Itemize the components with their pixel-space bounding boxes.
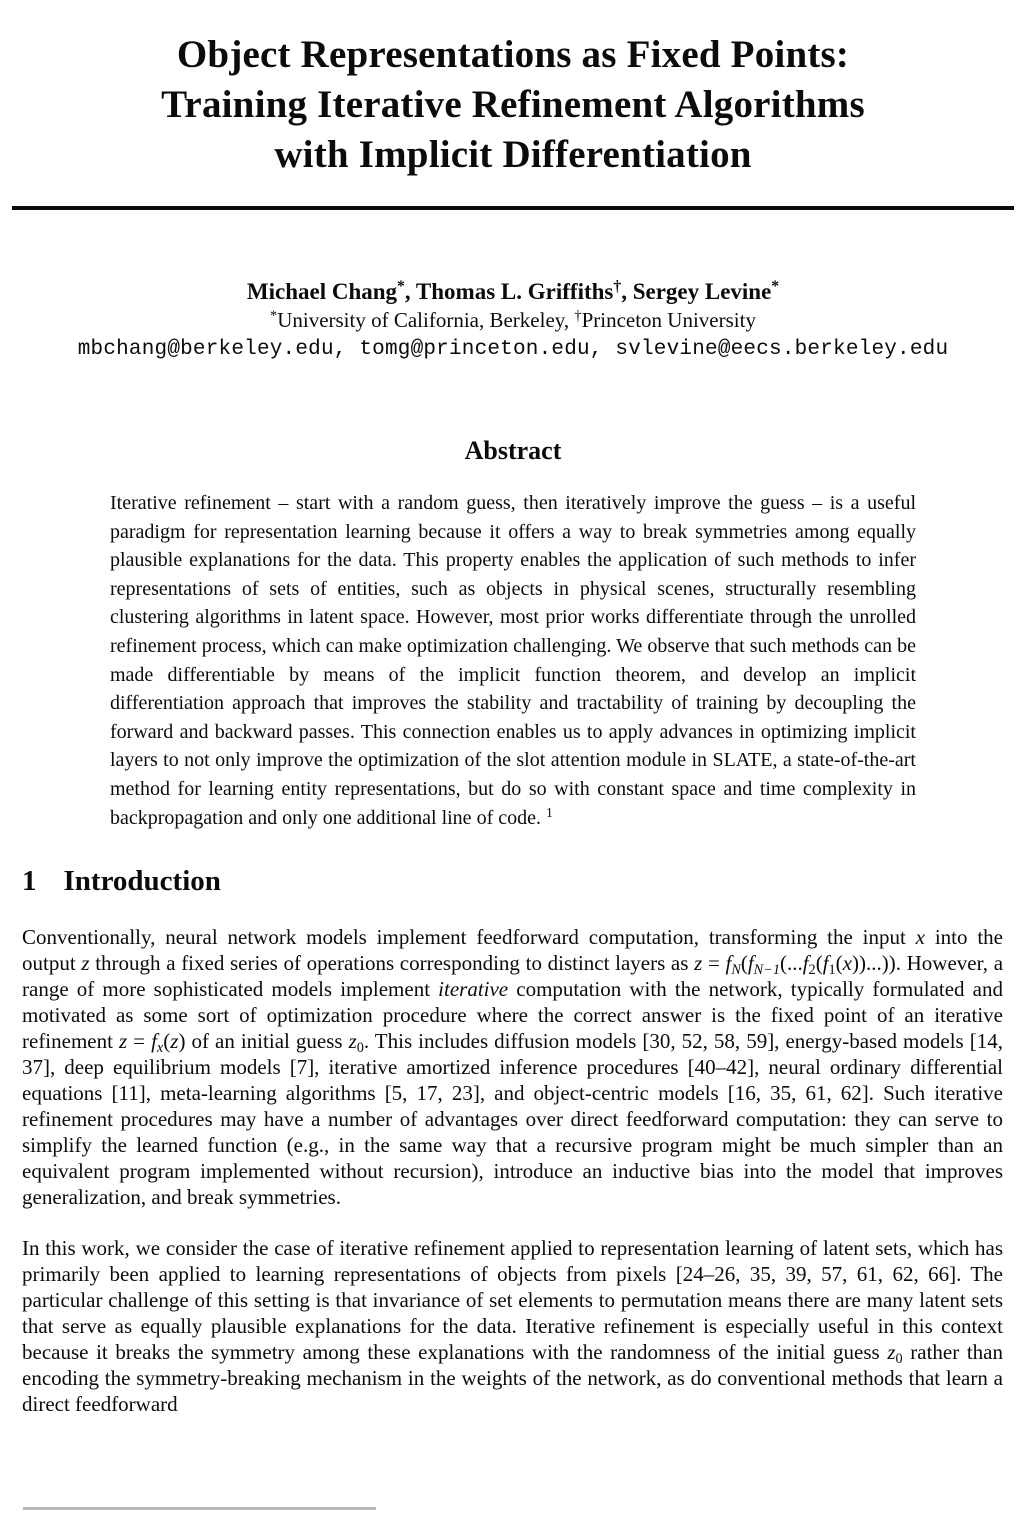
authors-line: Michael Chang*, Thomas L. Griffiths†, Sergey Levine* xyxy=(246,278,780,304)
abstract-section xyxy=(0,435,1026,832)
section-title: Introduction xyxy=(63,865,221,898)
paper-title xyxy=(0,0,1026,180)
introduction-section xyxy=(0,864,1026,1417)
abstract-text: Iterative refinement – start with a random guess, then iteratively improve the guess – is a useful paradigm for representation learning because it offers a way to break symmetries among equally plausible explanations for the data. This property enables the application of such methods to infer representations of sets of entities, such as objects in physical scenes, structurally resembling clustering algorithms in latent space. However, most prior works differentiate through the unrolled refinement process, which can make optimization challenging. We observe that such methods can be made differentiable by means of the implicit function theorem, and develop an implicit differentiation approach that improves the stability and tractability of training by decoupling the forward and backward passes. This connection enables us to apply advances in optimizing implicit layers to not only improve the optimization of the slot attention module in SLATE, a state-of-the-art method for learning entity representations, but do so with constant space and time complexity in backpropagation and only one additional line of code. $^1$ xyxy=(110,492,916,829)
introduction-paragraph-1: Conventionally, neural network models implement feedforward computation, transforming the input x into the output z through a fixed series of operations corresponding to distinct layers as z = fN(fN−1(...f2(f1(x))...)). However, a range of more sophisticated models implement iterative computation with the network, typically formulated and motivated as some sort of optimization procedure where the correct answer is the fixed point of an iterative refinement z = fx(z) of an initial guess z0. This includes diffusion models [30, 52, 58, 59], energy-based models [14, 37], deep equilibrium models [7], iterative amortized inference procedures [40–42], neural ordinary differential equations [11], meta-learning algorithms [5, 17, 23], and object-centric models [16, 35, 61, 62]. Such iterative refinement procedures may have a number of advantages over direct feedforward computation: they can serve to simplify the learned function (e.g., in the same way that a recursive program might be much simpler than an equivalent program implemented without recursion), introduce an inductive bias into the model that improves generalization, and break symmetries. xyxy=(22,925,1004,1210)
affiliations-line: *University of California, Berkeley, †Princeton University xyxy=(270,307,756,332)
section-number: 1 xyxy=(22,865,37,898)
paper-title-line-2: Training Iterative Refinement Algorithms xyxy=(161,83,865,126)
introduction-paragraph-2: In this work, we consider the case of iterative refinement applied to representation learning of latent sets, which has primarily been applied to learning representations of objects from pixels [24–26, 35, 39, 57, 61, 62, 66]. The particular challenge of this setting is that invariance of set elements to permutation means there are many latent sets that serve as equally plausible explanations for the data. Iterative refinement is especially useful in this context because it breaks the symmetry among these explanations with the randomness of the initial guess z0 rather than encoding the symmetry-breaking mechanism in the weights of the network, as do conventional methods that learn a direct feedforward xyxy=(22,1236,1003,1417)
emails-line: mbchang@berkeley.edu, tomg@princeton.edu, svlevine@eecs.berkeley.edu xyxy=(77,338,949,361)
title-rule xyxy=(12,206,1014,210)
footnote-rule xyxy=(23,1507,376,1510)
abstract-heading: Abstract xyxy=(464,436,562,465)
section-heading-introduction xyxy=(22,864,1026,898)
paper-title-line-3: with Implicit Differentiation xyxy=(274,133,752,176)
paper-title-line-1: Object Representations as Fixed Points: xyxy=(176,33,850,76)
